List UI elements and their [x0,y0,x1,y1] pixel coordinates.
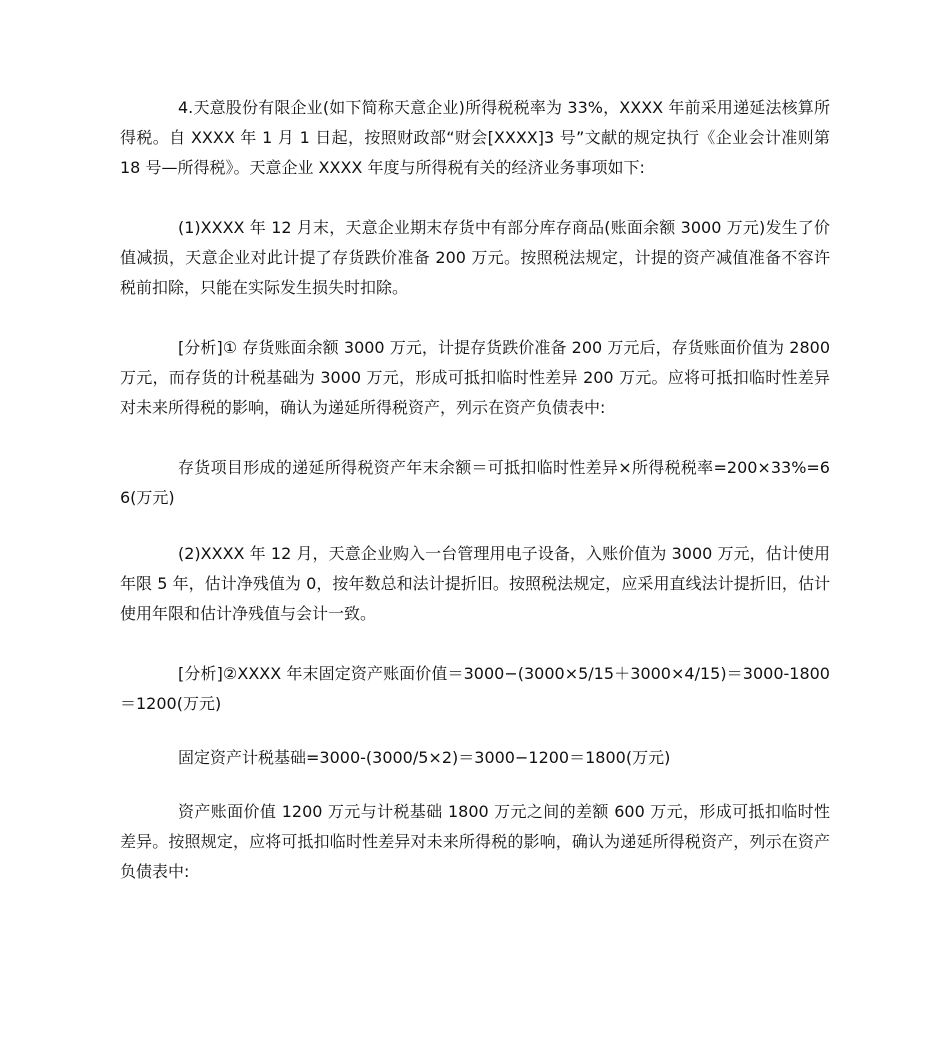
paragraph-item-1: (1)XXXX 年 12 月末，天意企业期末存货中有部分库存商品(账面余额 3000 万元)发生了价值减损，天意企业对此计提了存货跌价准备 200 万元。按照税法规定，计提的资产减值准备不容许税前扣除，只能在实际发生损失时扣除。 [120,218,830,297]
paragraph-analysis-1: [分析]① 存货账面余额 3000 万元，计提存货跌价准备 200 万元后，存货账面价值为 2800 万元，而存货的计税基础为 3000 万元，形成可抵扣临时性差异 200 万元。应将可抵扣临时性差异对未来所得税的影响，确认为递延所得税资产，列示在资产负债表中: [120,338,830,417]
paragraph-formula-1: 存货项目形成的递延所得税资产年末余额＝可抵扣临时性差异×所得税税率=200×33%=66(万元) [120,458,830,507]
paragraph-item-2: (2)XXXX 年 12 月，天意企业购入一台管理用电子设备，入账价值为 3000 万元，估计使用年限 5 年，估计净残值为 0，按年数总和法计提折旧。按照税法规定，应采用直线法计提折旧，估计使用年限和估计净残值与会计一致。 [120,544,830,623]
paragraph-intro: 4.天意股份有限企业(如下简称天意企业)所得税税率为 33%，XXXX 年前采用递延法核算所得税。自 XXXX 年 1 月 1 日起，按照财政部“财会[XXXX]3 号”文献的规定执行《企业会计准则第 18 号—所得税》。天意企业 XXXX 年度与所得税有关的经济业务事项如下: [120,98,830,177]
document-body [120,93,830,887]
paragraph-analysis-2: [分析]②XXXX 年末固定资产账面价值＝3000−(3000×5/15＋3000×4/15)＝3000-1800＝1200(万元) [120,664,830,713]
paragraph-difference: 资产账面价值 1200 万元与计税基础 1800 万元之间的差额 600 万元，形成可抵扣临时性差异。按照规定，应将可抵扣临时性差异对未来所得税的影响，确认为递延所得税资产，列示在资产负债表中: [120,802,830,881]
paragraph-tax-basis: 固定资产计税基础=3000-(3000/5×2)＝3000−1200＝1800(万元) [178,748,671,767]
